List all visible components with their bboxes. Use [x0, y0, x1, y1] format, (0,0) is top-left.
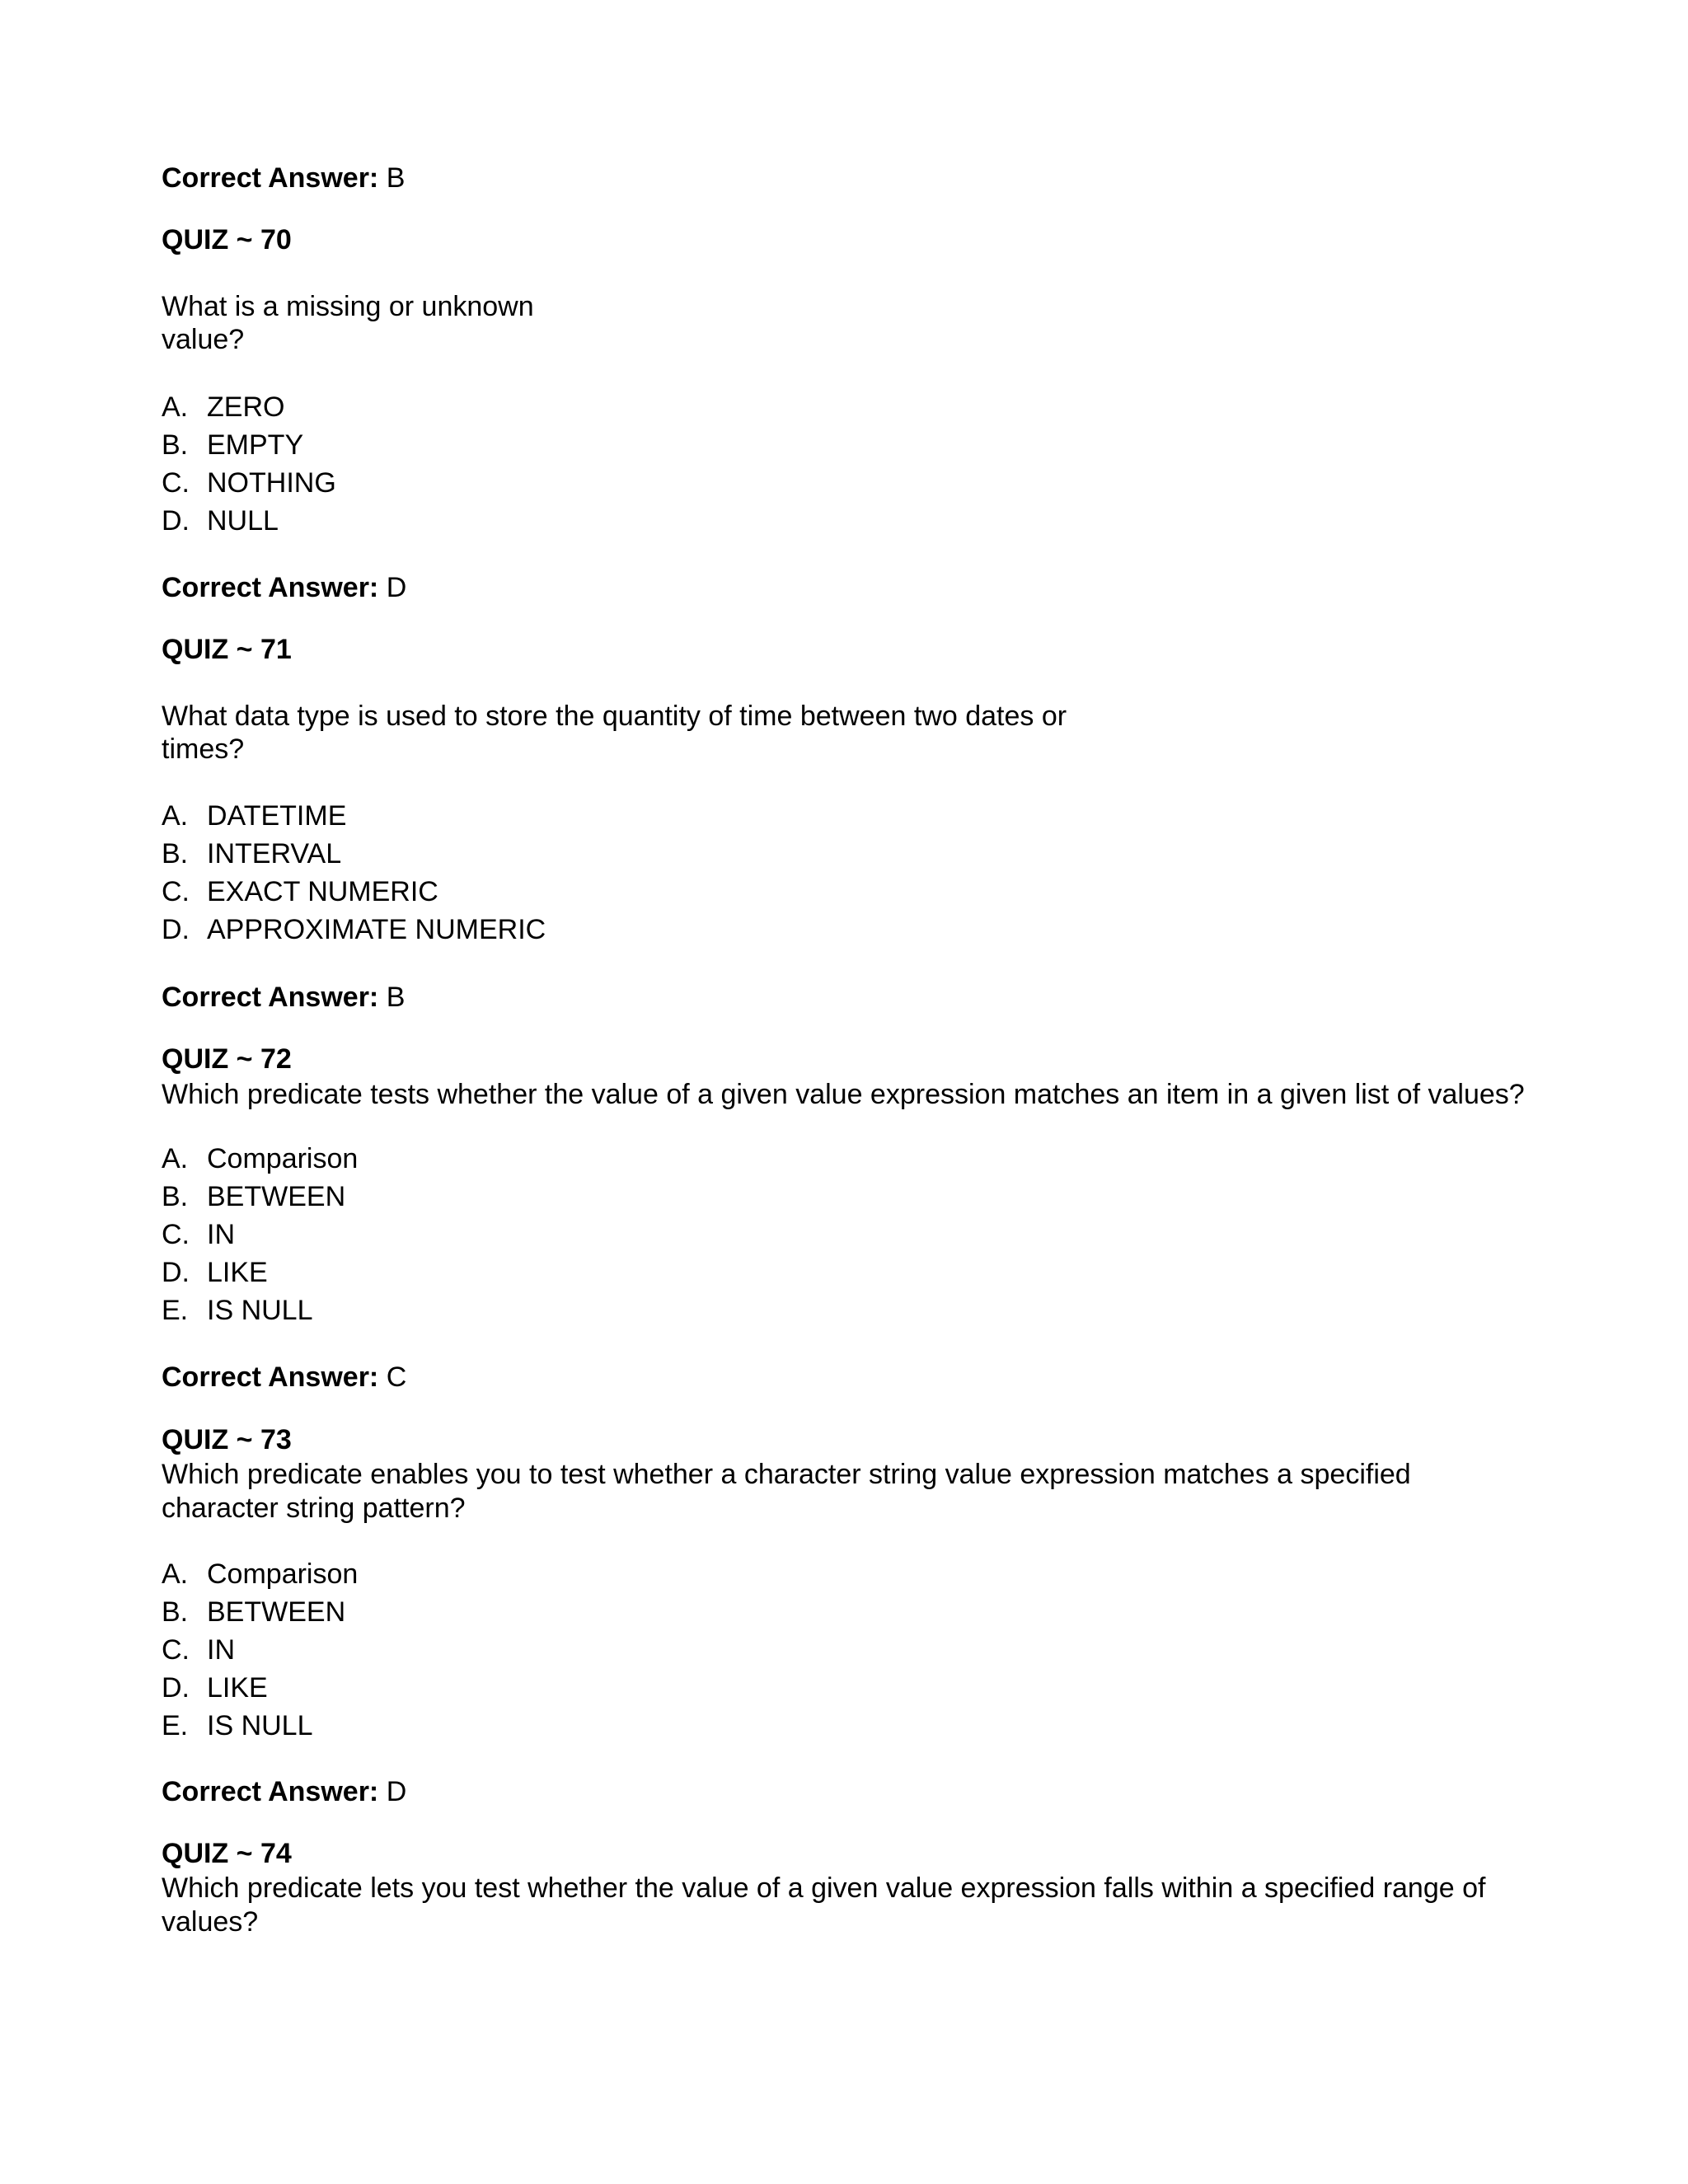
option-item	[162, 837, 341, 870]
option-letter: D.	[162, 505, 190, 537]
option-letter: B.	[162, 429, 189, 461]
quiz-title: QUIZ ~ 73	[162, 1424, 292, 1455]
quiz-title: QUIZ ~ 70	[162, 224, 292, 255]
question-line: What data type is used to store the quantity of time between two dates or	[162, 701, 1067, 732]
option-text: NULL	[207, 505, 279, 537]
question-line: value?	[162, 324, 245, 355]
option-text: APPROXIMATE NUMERIC	[207, 914, 546, 945]
option-item	[162, 1709, 313, 1742]
option-item	[162, 429, 303, 462]
option-text: IS NULL	[207, 1295, 313, 1326]
correct-answer-line	[162, 1775, 406, 1808]
correct-answer-value: B	[386, 162, 406, 194]
correct-answer-value: B	[386, 982, 406, 1013]
option-item	[162, 1633, 235, 1666]
option-text: EXACT NUMERIC	[207, 876, 438, 907]
option-text: BETWEEN	[207, 1181, 346, 1212]
option-letter: E.	[162, 1710, 189, 1741]
quiz-title: QUIZ ~ 72	[162, 1043, 292, 1075]
option-item	[162, 1671, 268, 1704]
option-text: ZERO	[207, 391, 285, 423]
option-letter: E.	[162, 1295, 189, 1326]
correct-answer-value: C	[386, 1361, 407, 1393]
option-item	[162, 1142, 358, 1175]
correct-answer-line	[162, 1361, 406, 1394]
question-line: Which predicate enables you to test whether a character string value expression matches a specified	[162, 1459, 1411, 1490]
option-letter: A.	[162, 1558, 189, 1590]
option-text: Comparison	[207, 1558, 359, 1590]
option-item	[162, 913, 546, 946]
option-item	[162, 504, 279, 537]
option-item	[162, 799, 346, 832]
quiz-title: QUIZ ~ 74	[162, 1838, 292, 1869]
option-text: LIKE	[207, 1672, 268, 1704]
option-text: IN	[207, 1219, 235, 1250]
correct-answer-label: Correct Answer:	[162, 1776, 379, 1807]
question-line: What is a missing or unknown	[162, 291, 534, 322]
correct-answer-line	[162, 571, 406, 604]
option-text: LIKE	[207, 1257, 268, 1288]
question-line: times?	[162, 733, 245, 765]
option-letter: C.	[162, 1634, 190, 1666]
option-item	[162, 1218, 235, 1251]
question-line: character string pattern?	[162, 1493, 466, 1524]
question-line: Which predicate lets you test whether the value of a given value expression falls within a specified range of	[162, 1872, 1486, 1904]
option-letter: C.	[162, 876, 190, 907]
option-item	[162, 391, 284, 424]
option-letter: C.	[162, 467, 190, 499]
option-letter: A.	[162, 800, 189, 832]
option-text: IN	[207, 1634, 235, 1666]
question-line: values?	[162, 1906, 259, 1938]
option-letter: B.	[162, 1596, 189, 1628]
option-letter: B.	[162, 1181, 189, 1212]
correct-answer-label: Correct Answer:	[162, 982, 379, 1013]
option-text: EMPTY	[207, 429, 304, 461]
option-letter: D.	[162, 1257, 190, 1288]
option-text: IS NULL	[207, 1710, 313, 1741]
quiz-title: QUIZ ~ 71	[162, 634, 292, 665]
option-text: INTERVAL	[207, 838, 342, 869]
option-letter: D.	[162, 914, 190, 945]
option-item	[162, 1294, 313, 1327]
option-item	[162, 1180, 345, 1213]
correct-answer-value: D	[386, 1776, 407, 1807]
correct-answer-line	[162, 162, 405, 194]
option-text: DATETIME	[207, 800, 347, 832]
option-text: Comparison	[207, 1143, 359, 1174]
option-item	[162, 1596, 345, 1629]
option-item	[162, 1256, 268, 1289]
option-letter: D.	[162, 1672, 190, 1704]
option-item	[162, 1558, 358, 1591]
correct-answer-value: D	[386, 572, 407, 603]
option-item	[162, 466, 336, 499]
option-item	[162, 875, 438, 908]
correct-answer-label: Correct Answer:	[162, 572, 379, 603]
option-text: NOTHING	[207, 467, 336, 499]
correct-answer-label: Correct Answer:	[162, 162, 379, 194]
option-letter: A.	[162, 391, 189, 423]
correct-answer-label: Correct Answer:	[162, 1361, 379, 1393]
option-letter: A.	[162, 1143, 189, 1174]
option-letter: B.	[162, 838, 189, 869]
question-line: Which predicate tests whether the value of a given value expression matches an item in a given list of values?	[162, 1079, 1525, 1110]
option-text: BETWEEN	[207, 1596, 346, 1628]
correct-answer-line	[162, 981, 405, 1014]
option-letter: C.	[162, 1219, 190, 1250]
